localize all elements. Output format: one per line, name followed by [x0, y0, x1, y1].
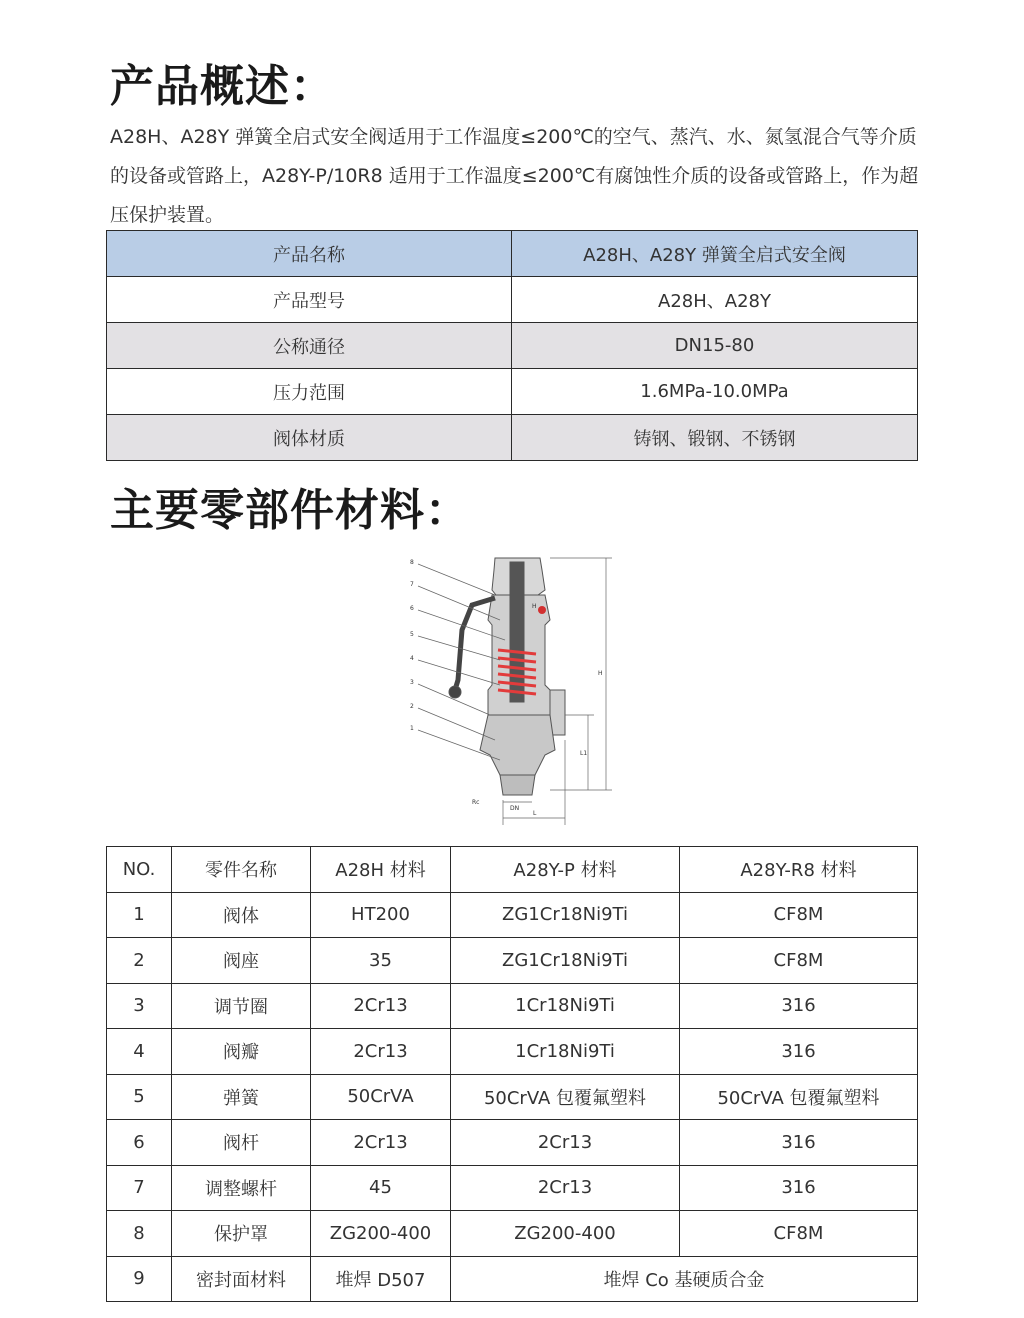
table-cell: 316	[680, 1165, 918, 1211]
parts-table	[106, 846, 918, 1302]
table-cell: CF8M	[680, 1211, 918, 1257]
row-value: A28H、A28Y 弹簧全启式安全阀	[512, 231, 918, 277]
row-label: 阀体材质	[107, 415, 512, 461]
callout-label: 2	[410, 703, 414, 710]
table-row	[107, 369, 918, 415]
table-row	[107, 983, 918, 1029]
table-row	[107, 1211, 918, 1257]
callout-label: 5	[410, 631, 414, 638]
table-cell: 阀体	[172, 892, 311, 938]
dim-label: DN	[510, 805, 520, 812]
column-header: 零件名称	[172, 847, 311, 893]
table-cell: 6	[107, 1120, 172, 1166]
table-cell: 45	[311, 1165, 451, 1211]
table-row	[107, 892, 918, 938]
table-cell: ZG200-400	[311, 1211, 451, 1257]
row-value: 1.6MPa-10.0MPa	[512, 369, 918, 415]
dim-label: Rc	[472, 799, 480, 806]
table-cell: 7	[107, 1165, 172, 1211]
table-row	[107, 1165, 918, 1211]
table-row	[107, 277, 918, 323]
table-cell: 1Cr18Ni9Ti	[451, 983, 680, 1029]
table-cell: ZG200-400	[451, 1211, 680, 1257]
table-cell: 35	[311, 938, 451, 984]
callout-label: 6	[410, 605, 414, 612]
callout-label: 1	[410, 725, 414, 732]
row-value: 铸钢、锻钢、不锈钢	[512, 415, 918, 461]
intro-paragraph: A28H、A28Y 弹簧全启式安全阀适用于工作温度≤200℃的空气、蒸汽、水、氮氢混合气等介质的设备或管路上，A28Y-P/10R8 适用于工作温度≤200℃有腐蚀性介质的设备或管路上，作为超压保护装置。	[110, 126, 919, 226]
table-cell: 堆焊 D507	[311, 1256, 451, 1302]
table-cell: 50CrVA 包覆氟塑料	[680, 1074, 918, 1120]
table-cell: ZG1Cr18Ni9Ti	[451, 938, 680, 984]
table-cell: 9	[107, 1256, 172, 1302]
table-row	[107, 231, 918, 277]
table-cell: 调节圈	[172, 983, 311, 1029]
table-cell: 1Cr18Ni9Ti	[451, 1029, 680, 1075]
row-value: A28H、A28Y	[512, 277, 918, 323]
dim-label: L1	[580, 750, 588, 757]
table-row	[107, 1120, 918, 1166]
dim-label: L	[533, 810, 537, 817]
table-cell: 堆焊 Co 基硬质合金	[451, 1256, 918, 1302]
table-row	[107, 323, 918, 369]
table-cell: 密封面材料	[172, 1256, 311, 1302]
callout-label: 8	[410, 559, 414, 566]
table-cell: 保护罩	[172, 1211, 311, 1257]
overview-table	[106, 230, 918, 461]
table-cell: 316	[680, 1120, 918, 1166]
table-cell: 弹簧	[172, 1074, 311, 1120]
column-header: A28H 材料	[311, 847, 451, 893]
table-cell: ZG1Cr18Ni9Ti	[451, 892, 680, 938]
table-cell: 阀瓣	[172, 1029, 311, 1075]
table-cell: 3	[107, 983, 172, 1029]
table-cell: 316	[680, 983, 918, 1029]
table-cell: 2Cr13	[311, 1120, 451, 1166]
table-cell: 50CrVA 包覆氟塑料	[451, 1074, 680, 1120]
row-label: 压力范围	[107, 369, 512, 415]
table-cell: 阀杆	[172, 1120, 311, 1166]
table-cell: 2Cr13	[451, 1165, 680, 1211]
table-cell: 阀座	[172, 938, 311, 984]
table-row	[107, 415, 918, 461]
table-header-row	[107, 847, 918, 893]
parts-title: 主要零部件材料：	[110, 485, 470, 536]
table-cell: CF8M	[680, 938, 918, 984]
column-header: A28Y-P 材料	[451, 847, 680, 893]
table-row	[107, 1074, 918, 1120]
valve-diagram	[400, 550, 620, 830]
row-label: 公称通径	[107, 323, 512, 369]
table-cell: 316	[680, 1029, 918, 1075]
table-cell: 50CrVA	[311, 1074, 451, 1120]
table-cell: 调整螺杆	[172, 1165, 311, 1211]
table-row	[107, 938, 918, 984]
table-cell: 2Cr13	[311, 1029, 451, 1075]
dim-label: H	[532, 603, 537, 610]
table-cell: HT200	[311, 892, 451, 938]
table-cell: 8	[107, 1211, 172, 1257]
column-header: A28Y-R8 材料	[680, 847, 918, 893]
callout-label: 4	[410, 655, 414, 662]
table-row	[107, 1029, 918, 1075]
table-cell: 1	[107, 892, 172, 938]
table-cell: 4	[107, 1029, 172, 1075]
table-cell: CF8M	[680, 892, 918, 938]
table-row	[107, 1256, 918, 1302]
overview-title: 产品概述：	[110, 61, 335, 112]
table-cell: 2	[107, 938, 172, 984]
row-label: 产品名称	[107, 231, 512, 277]
row-value: DN15-80	[512, 323, 918, 369]
table-cell: 2Cr13	[451, 1120, 680, 1166]
table-cell: 2Cr13	[311, 983, 451, 1029]
callout-label: 7	[410, 581, 414, 588]
callout-label: 3	[410, 679, 414, 686]
row-label: 产品型号	[107, 277, 512, 323]
column-header: NO.	[107, 847, 172, 893]
table-cell: 5	[107, 1074, 172, 1120]
seal-dot	[538, 606, 546, 614]
dim-label: H	[598, 670, 603, 677]
